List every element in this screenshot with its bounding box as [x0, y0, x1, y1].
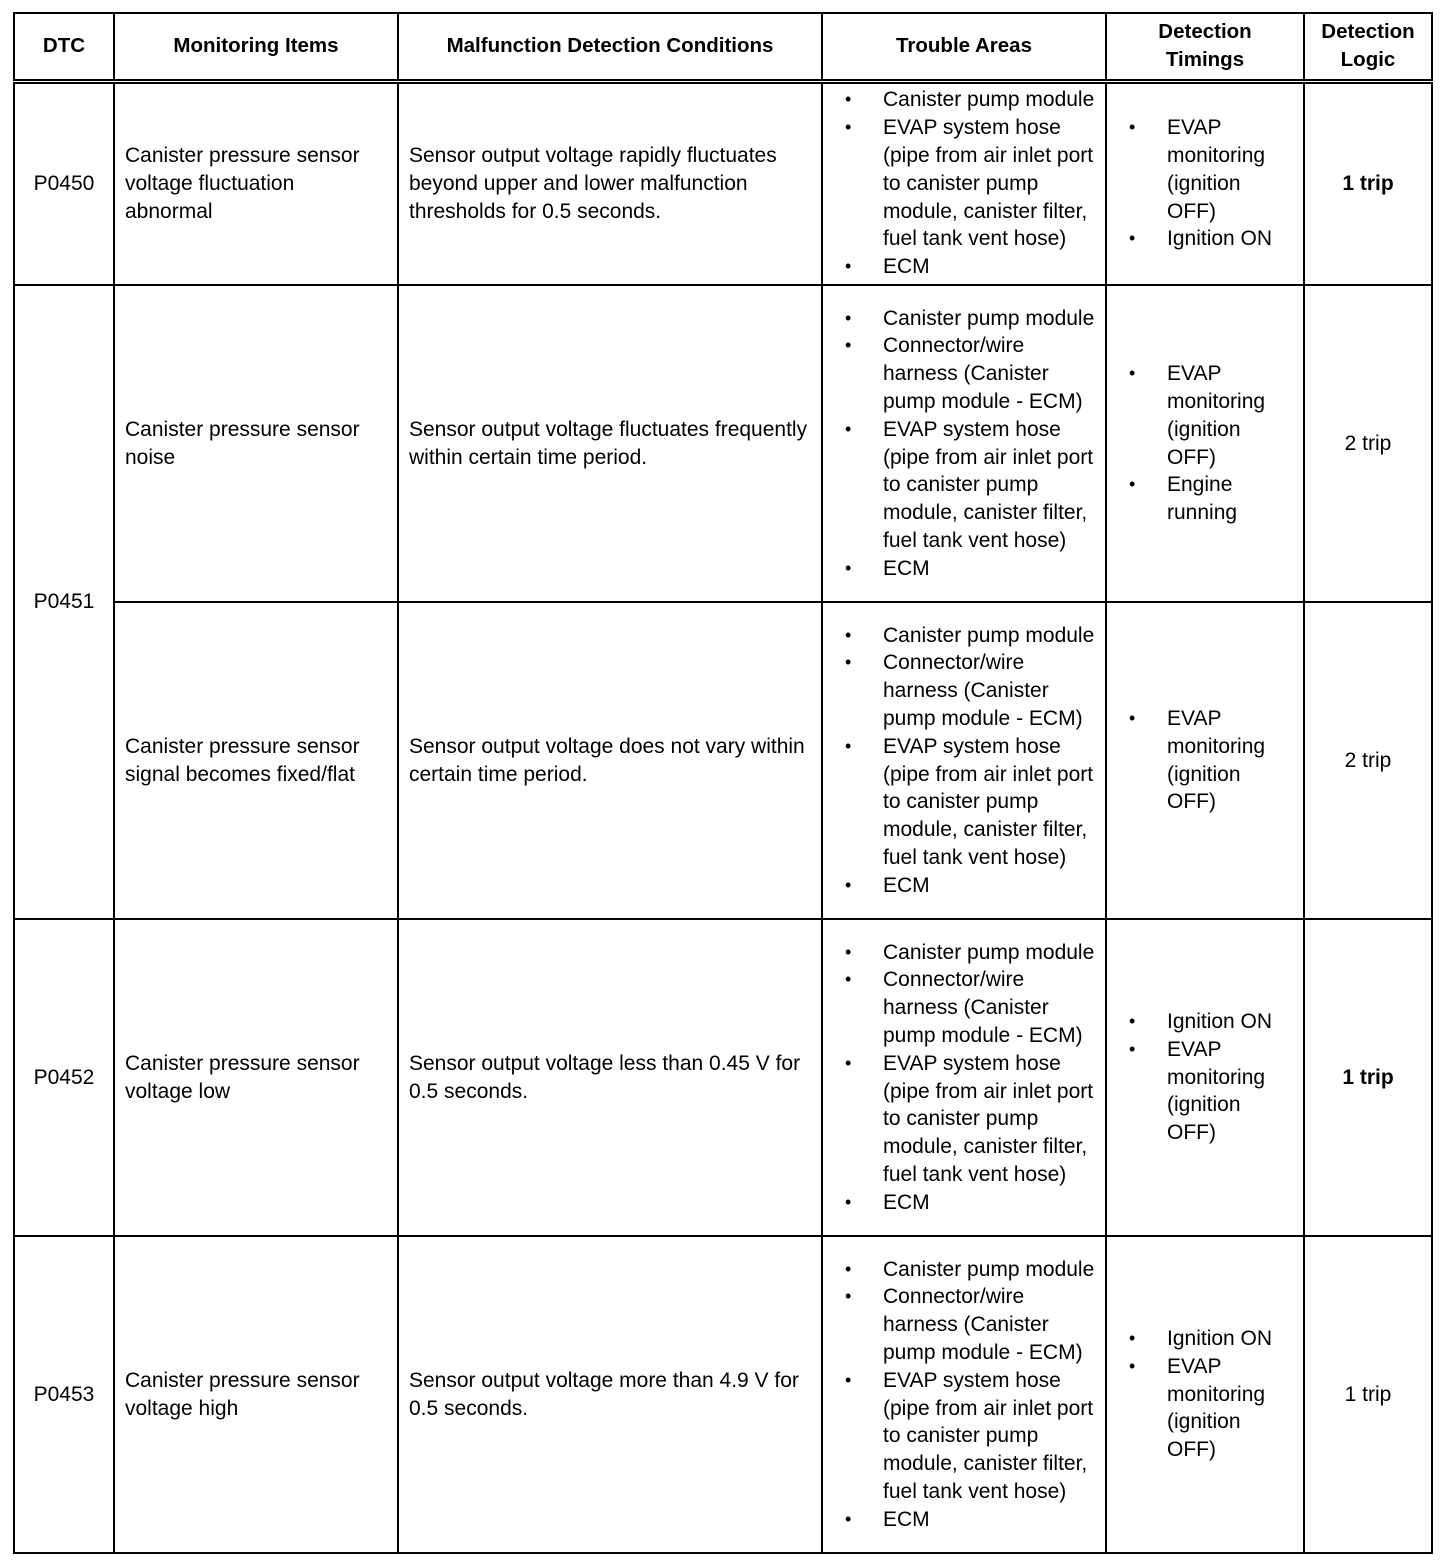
detection-timing-item: • Ignition ON: [1117, 225, 1293, 253]
header-monitoring-items: Monitoring Items: [114, 13, 398, 81]
header-detection-logic: Detection Logic: [1304, 13, 1432, 81]
trouble-area-item: • ECM: [833, 555, 1095, 583]
dtc-code: P0452: [14, 919, 114, 1236]
trouble-area-item: • ECM: [833, 1189, 1095, 1217]
trouble-areas-list: [833, 305, 1095, 583]
monitoring-item: Canister pressure sensor voltage high: [114, 1236, 398, 1553]
table-row: [14, 919, 1432, 1236]
detection-timings-cell: [1106, 1236, 1304, 1553]
header-trouble-areas: Trouble Areas: [822, 13, 1106, 81]
table-row: [14, 602, 1432, 919]
detection-timings-list: [1117, 1325, 1293, 1464]
detection-timings-list: [1117, 1008, 1293, 1147]
dtc-table: [13, 12, 1433, 1554]
header-detection-timings: Detection Timings: [1106, 13, 1304, 81]
trouble-area-item: • Connector/wire harness (Canister pump module - ECM): [833, 649, 1095, 732]
detection-timings-list: [1117, 114, 1293, 253]
trouble-areas-list: [833, 86, 1095, 281]
detection-condition: Sensor output voltage more than 4.9 V for 0.5 seconds.: [398, 1236, 822, 1553]
detection-timing-item: • EVAP monitoring (ignition OFF): [1117, 1353, 1293, 1464]
detection-timings-cell: [1106, 285, 1304, 602]
detection-timing-item: • EVAP monitoring (ignition OFF): [1117, 114, 1293, 225]
detection-timing-item: • EVAP monitoring (ignition OFF): [1117, 705, 1293, 816]
trouble-area-item: • Connector/wire harness (Canister pump module - ECM): [833, 966, 1095, 1049]
trouble-area-item: • Canister pump module: [833, 305, 1095, 333]
trouble-areas-list: [833, 1256, 1095, 1534]
table-row: [14, 81, 1432, 285]
monitoring-item: Canister pressure sensor signal becomes fixed/flat: [114, 602, 398, 919]
detection-logic: 2 trip: [1304, 602, 1432, 919]
trouble-area-item: • EVAP system hose (pipe from air inlet port to canister pump module, canister filter, fuel tank vent hose): [833, 1367, 1095, 1506]
dtc-code: P0451: [14, 285, 114, 919]
detection-timing-item: • Engine running: [1117, 471, 1293, 527]
trouble-area-item: • Connector/wire harness (Canister pump module - ECM): [833, 332, 1095, 415]
table-row: [14, 285, 1432, 602]
detection-condition: Sensor output voltage does not vary within certain time period.: [398, 602, 822, 919]
detection-timings-cell: [1106, 919, 1304, 1236]
detection-timing-item: • EVAP monitoring (ignition OFF): [1117, 360, 1293, 471]
trouble-areas-list: [833, 622, 1095, 900]
table-row: [14, 1236, 1432, 1553]
trouble-area-item: • Canister pump module: [833, 1256, 1095, 1284]
dtc-code: P0450: [14, 81, 114, 285]
monitoring-item: Canister pressure sensor voltage low: [114, 919, 398, 1236]
trouble-areas-cell: [822, 919, 1106, 1236]
dtc-code: P0453: [14, 1236, 114, 1553]
detection-condition: Sensor output voltage less than 0.45 V for 0.5 seconds.: [398, 919, 822, 1236]
detection-timing-item: • EVAP monitoring (ignition OFF): [1117, 1036, 1293, 1147]
trouble-area-item: • ECM: [833, 253, 1095, 281]
trouble-areas-cell: [822, 1236, 1106, 1553]
trouble-areas-cell: [822, 602, 1106, 919]
monitoring-item: Canister pressure sensor voltage fluctuation abnormal: [114, 81, 398, 285]
monitoring-item: Canister pressure sensor noise: [114, 285, 398, 602]
trouble-area-item: • ECM: [833, 872, 1095, 900]
detection-logic: 1 trip: [1304, 1236, 1432, 1553]
detection-timing-item: • Ignition ON: [1117, 1325, 1293, 1353]
trouble-areas-cell: [822, 285, 1106, 602]
detection-condition: Sensor output voltage rapidly fluctuates beyond upper and lower malfunction thresholds for 0.5 seconds.: [398, 81, 822, 285]
detection-condition: Sensor output voltage fluctuates frequently within certain time period.: [398, 285, 822, 602]
table-header-row: [14, 13, 1432, 81]
trouble-area-item: • Canister pump module: [833, 86, 1095, 114]
trouble-areas-list: [833, 939, 1095, 1217]
detection-timings-list: [1117, 360, 1293, 527]
detection-logic: 1 trip: [1304, 919, 1432, 1236]
header-malfunction-conditions: Malfunction Detection Conditions: [398, 13, 822, 81]
detection-logic: 1 trip: [1304, 81, 1432, 285]
trouble-area-item: • Canister pump module: [833, 622, 1095, 650]
header-dtc: DTC: [14, 13, 114, 81]
detection-logic: 2 trip: [1304, 285, 1432, 602]
trouble-area-item: • ECM: [833, 1506, 1095, 1534]
trouble-area-item: • EVAP system hose (pipe from air inlet port to canister pump module, canister filter, fuel tank vent hose): [833, 114, 1095, 253]
trouble-area-item: • EVAP system hose (pipe from air inlet port to canister pump module, canister filter, fuel tank vent hose): [833, 1050, 1095, 1189]
detection-timings-cell: [1106, 602, 1304, 919]
trouble-area-item: • EVAP system hose (pipe from air inlet port to canister pump module, canister filter, fuel tank vent hose): [833, 416, 1095, 555]
trouble-areas-cell: [822, 81, 1106, 285]
detection-timings-list: [1117, 705, 1293, 816]
trouble-area-item: • Connector/wire harness (Canister pump module - ECM): [833, 1283, 1095, 1366]
trouble-area-item: • Canister pump module: [833, 939, 1095, 967]
detection-timings-cell: [1106, 81, 1304, 285]
trouble-area-item: • EVAP system hose (pipe from air inlet port to canister pump module, canister filter, fuel tank vent hose): [833, 733, 1095, 872]
detection-timing-item: • Ignition ON: [1117, 1008, 1293, 1036]
